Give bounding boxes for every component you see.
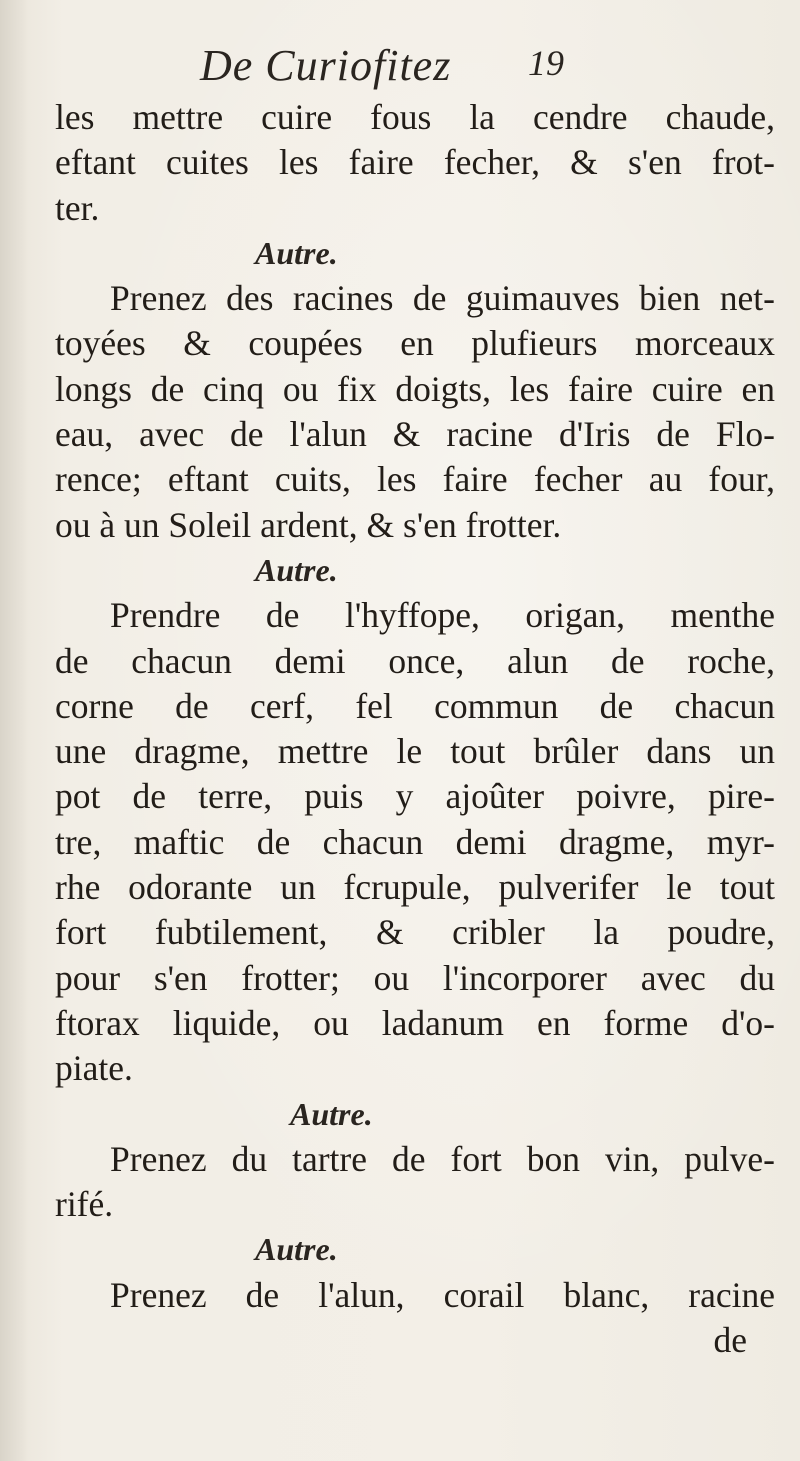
text-line: les mettre cuire fous la cendre chaude, — [55, 97, 775, 137]
text-line: Prenez du tartre de fort bon vin, pulve- — [110, 1138, 775, 1179]
section-heading: Autre. — [290, 1095, 373, 1132]
text-line: Prenez des racines de guimauves bien net- — [110, 278, 775, 319]
text-line: rence; eftant cuits, les faire fecher au four, — [55, 459, 775, 500]
section-heading: Autre. — [255, 551, 338, 588]
text-line: ftorax liquide, ou ladanum en forme d'o- — [55, 1002, 775, 1043]
text-line: de chacun demi once, alun de roche, — [55, 640, 775, 681]
text-line: eau, avec de l'alun & racine d'Iris de Flo- — [55, 414, 775, 455]
text-line: pour s'en frotter; ou l'incorporer avec du — [55, 957, 775, 998]
text-line: ou à un Soleil ardent, & s'en frotter. — [55, 504, 562, 545]
running-head-title: De Curiofitez — [200, 41, 452, 90]
page-body — [55, 95, 775, 1363]
text-line: Prendre de l'hyffope, origan, menthe — [110, 595, 775, 636]
catchword: de — [713, 1320, 747, 1361]
running-head — [0, 40, 800, 100]
section-heading: Autre. — [255, 234, 338, 271]
text-line: toyées & coupées en plufieurs morceaux — [55, 323, 775, 364]
text-line: ter. — [55, 187, 100, 228]
text-line: rifé. — [55, 1184, 114, 1225]
page-edge-shadow — [0, 0, 28, 1461]
text-line: pot de terre, puis y ajoûter poivre, pire- — [55, 776, 775, 817]
text-line: piate. — [55, 1048, 133, 1089]
text-line: longs de cinq ou fix doigts, les faire cuire en — [55, 368, 775, 409]
text-line: Prenez de l'alun, corail blanc, racine — [110, 1274, 775, 1315]
text-line: rhe odorante un fcrupule, pulverifer le tout — [55, 867, 775, 908]
text-line: eftant cuites les faire fecher, & s'en frot- — [55, 142, 775, 183]
page-number: 19 — [528, 43, 564, 83]
text-line: tre, maftic de chacun demi dragme, myr- — [55, 821, 775, 862]
text-line: fort fubtilement, & cribler la poudre, — [55, 912, 775, 953]
text-line: une dragme, mettre le tout brûler dans un — [55, 731, 775, 772]
text-line: corne de cerf, fel commun de chacun — [55, 685, 775, 726]
section-heading: Autre. — [255, 1231, 338, 1268]
